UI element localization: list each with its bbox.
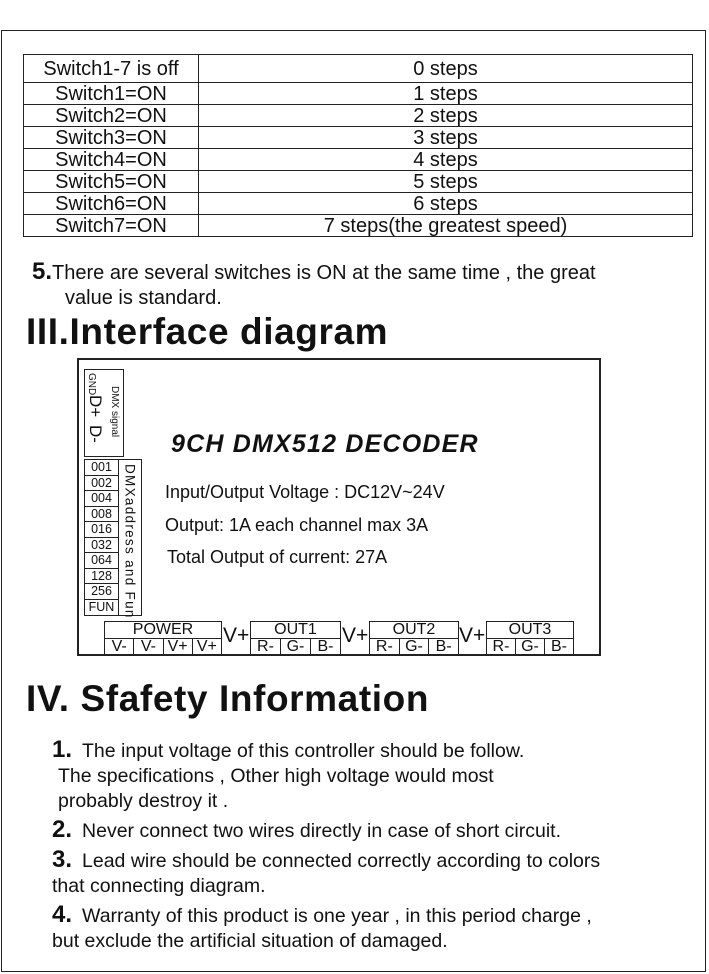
out1-label: OUT1: [251, 622, 340, 639]
pin-label: R-: [251, 639, 281, 655]
list-item: [52, 847, 702, 899]
item-line: The input voltage of this controller should be follow.: [82, 740, 525, 762]
steps-cell: 0 steps: [199, 55, 693, 83]
out3-label: OUT3: [487, 622, 573, 639]
note-number: 5.: [32, 258, 53, 285]
list-item: 064: [85, 553, 118, 569]
steps-cell: 5 steps: [199, 171, 693, 193]
list-item: [52, 817, 702, 844]
note-line-2: value is standard.: [65, 287, 222, 309]
note-line-1: There are several switches is ON at the same time , the great: [52, 262, 596, 284]
pin-label: G-: [400, 639, 430, 655]
spec-output: Output: 1A each channel max 3A: [165, 515, 429, 535]
item-number: 1.: [52, 736, 73, 763]
vplus-label: V+: [342, 624, 369, 647]
safety-list: [52, 737, 702, 957]
list-item: 016: [85, 522, 118, 538]
table-row: [24, 83, 693, 105]
item-line: Lead wire should be connected correctly according to colors: [82, 850, 601, 872]
vplus-label: V+: [459, 624, 486, 647]
dmx-address-switch: [84, 459, 142, 619]
table-row: [24, 171, 693, 193]
list-item: 001: [85, 460, 118, 476]
item-number: 2.: [52, 816, 73, 843]
pin-label: R-: [487, 639, 516, 655]
list-item: 256: [85, 584, 118, 600]
dmx-label-dplus: D+: [86, 395, 105, 418]
table-row: [24, 55, 693, 83]
address-caption: DMXaddress and Fun: [122, 464, 138, 619]
out1-terminal: [250, 621, 341, 655]
pin-label: G-: [516, 639, 545, 655]
list-item: [52, 902, 702, 954]
section-title-safety: IV. Sfafety Information: [26, 678, 430, 719]
steps-cell: 7 steps(the greatest speed): [199, 215, 693, 237]
table-row: [24, 127, 693, 149]
pin-label: R-: [370, 639, 400, 655]
steps-cell: 3 steps: [199, 127, 693, 149]
pin-label: V-: [105, 639, 134, 655]
list-item: 008: [85, 507, 118, 523]
decoder-diagram: [77, 358, 601, 656]
dmx-label-dminus: D-: [86, 425, 105, 443]
steps-cell: 4 steps: [199, 149, 693, 171]
switch-cell: Switch1-7 is off: [24, 55, 199, 83]
item-number: 4.: [52, 901, 73, 928]
item-line: probably destroy it .: [58, 790, 229, 812]
item-line: but exclude the artificial situation of damaged.: [52, 930, 448, 952]
note-5: [32, 259, 692, 311]
dmx-caption: DMX signal: [109, 386, 120, 438]
spec-voltage: Input/Output Voltage : DC12V~24V: [165, 482, 445, 502]
spec-total: Total Output of current: 27A: [167, 547, 388, 567]
pin-label: B-: [435, 638, 452, 655]
out3-terminal: [486, 621, 574, 655]
list-item: 002: [85, 476, 118, 492]
list-item: [52, 737, 702, 814]
out2-terminal: [369, 621, 459, 655]
switch-cell: Switch6=ON: [24, 193, 199, 215]
table-row: [24, 149, 693, 171]
switch-cell: Switch3=ON: [24, 127, 199, 149]
section-title-interface: III.Interface diagram: [26, 311, 389, 352]
table-row: [24, 215, 693, 237]
item-line: Warranty of this product is one year , in this period charge ,: [82, 905, 592, 927]
table-row: [24, 105, 693, 127]
address-list: [85, 460, 119, 615]
table-row: [24, 193, 693, 215]
pin-label: B-: [551, 638, 567, 655]
pin-label: V+: [164, 639, 193, 655]
item-number: 3.: [52, 846, 73, 873]
list-item: 032: [85, 538, 118, 554]
vplus-label: V+: [223, 624, 250, 647]
switch-cell: Switch2=ON: [24, 105, 199, 127]
steps-cell: 6 steps: [199, 193, 693, 215]
switch-cell: Switch1=ON: [24, 83, 199, 105]
item-line: The specifications , Other high voltage would most: [58, 765, 494, 787]
pin-label: V-: [134, 639, 163, 655]
steps-cell: 1 steps: [199, 83, 693, 105]
speed-table: [23, 54, 693, 237]
item-line: that connecting diagram.: [52, 875, 266, 897]
list-item: 128: [85, 569, 118, 585]
power-terminal: [104, 621, 222, 655]
pin-label: V+: [196, 638, 217, 655]
out2-label: OUT2: [370, 622, 458, 639]
switch-cell: Switch7=ON: [24, 215, 199, 237]
list-item: 004: [85, 491, 118, 507]
decoder-title: 9CH DMX512 DECODER: [171, 430, 479, 458]
switch-cell: Switch5=ON: [24, 171, 199, 193]
pin-label: B-: [317, 638, 334, 655]
dmx-signal-terminal: [84, 369, 124, 457]
output-terminals: [104, 621, 574, 656]
dmx-label-gnd: GND: [86, 373, 97, 396]
steps-cell: 2 steps: [199, 105, 693, 127]
list-item: FUN: [88, 599, 115, 614]
switch-cell: Switch4=ON: [24, 149, 199, 171]
item-line: Never connect two wires directly in case of short circuit.: [82, 820, 562, 842]
power-label: POWER: [105, 622, 221, 639]
pin-label: G-: [281, 639, 311, 655]
